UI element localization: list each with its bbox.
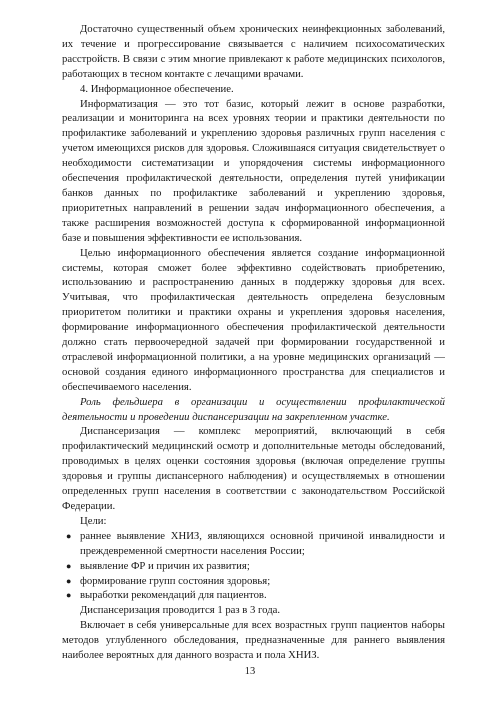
paragraph-information-goal: Целью информационного обеспечения является создание информационной системы, которая сможет более эффективно содействовать приобретению, использованию и распространению данных в поддержку здоровья для всех. Учитывая, что профилактическая деятельность определена безусловным приоритетом политики и практики охраны и укрепления здоровья населения, формирование информационного обеспечения профилактической деятельности должно стать первоочередной задачей при формировании государственной и отраслевой информационной политики, а на уровне медицинских организаций — основой создания единого информационного пространства для специалистов и обеспечиваемого населения. bbox=[62, 246, 445, 393]
paragraph-dispensarization-definition: Диспансеризация — комплекс мероприятий, включающий в себя профилактический медицинский осмотр и дополнительные методы обследований, проводимых в целях оценки состояния здоровья (включая определение группы здоровья и группы диспансерного наблюдения) и осуществляемых в отношении определенных групп населения в соответствии с законодательством Российской Федерации. bbox=[62, 425, 445, 512]
list-item bbox=[62, 529, 445, 559]
bullet-icon: ● bbox=[66, 560, 72, 571]
paragraph-frequency: Диспансеризация проводится 1 раз в 3 года. bbox=[80, 604, 281, 617]
italic-heading-paramedic-role: Роль фельдшера в организации и осуществлении профилактической деятельности и проведении диспансеризации на закрепленном участке. bbox=[62, 395, 445, 423]
list-item bbox=[62, 559, 445, 574]
bullet-icon: ● bbox=[66, 590, 72, 601]
section-heading-information-support: 4. Информационное обеспечение. bbox=[80, 82, 234, 95]
list-item bbox=[62, 588, 445, 603]
list-item bbox=[62, 574, 445, 589]
list-item-text: раннее выявление ХНИЗ, являющихся основной причиной инвалидности и преждевременной смертности населения России; bbox=[80, 529, 445, 557]
paragraph-psychosomatic: Достаточно существенный объем хронических неинфекционных заболеваний, их течение и прогрессирование связывается с наличием психосоматических расстройств. В связи с этим многие привлекают к работе медицинских психологов, работающих в тесном контакте с лечащими врачами. bbox=[62, 23, 445, 80]
paragraph-methods: Включает в себя универсальные для всех возрастных групп пациентов наборы методов углубленного обследования, предназначенные для раннего выявления наиболее вероятных для данного возраста и пола ХНИЗ. bbox=[62, 619, 445, 662]
paragraph-informatization: Информатизация — это тот базис, который лежит в основе разработки, реализации и мониторинга на всех уровнях теории и практики деятельности по профилактике заболеваний и укреплению здоровья различных групп населения с учетом имеющихся рисков для здоровья. Сложившаяся ситуация свидетельствует о необходимости систематизации и упорядочения системы информационного обеспечения профилактической деятельности, определения путей унификации банков данных по профилактике заболеваний и укреплению здоровья, приоритетных направлений в решении задач информационного обеспечения, а также расширения возможностей доступа к сформированной информационной базе и повышения эффективности ее использования. bbox=[62, 97, 445, 244]
page-number: 13 bbox=[244, 666, 256, 677]
bullet-icon: ● bbox=[66, 575, 72, 586]
goals-list bbox=[62, 529, 445, 604]
list-item-text: формирование групп состояния здоровья; bbox=[80, 574, 271, 587]
document-page bbox=[62, 22, 445, 663]
list-item-text: выработки рекомендаций для пациентов. bbox=[80, 589, 267, 602]
bullet-icon: ● bbox=[66, 530, 72, 541]
list-item-text: выявление ФР и причин их развития; bbox=[80, 559, 250, 572]
goals-label: Цели: bbox=[80, 514, 107, 527]
